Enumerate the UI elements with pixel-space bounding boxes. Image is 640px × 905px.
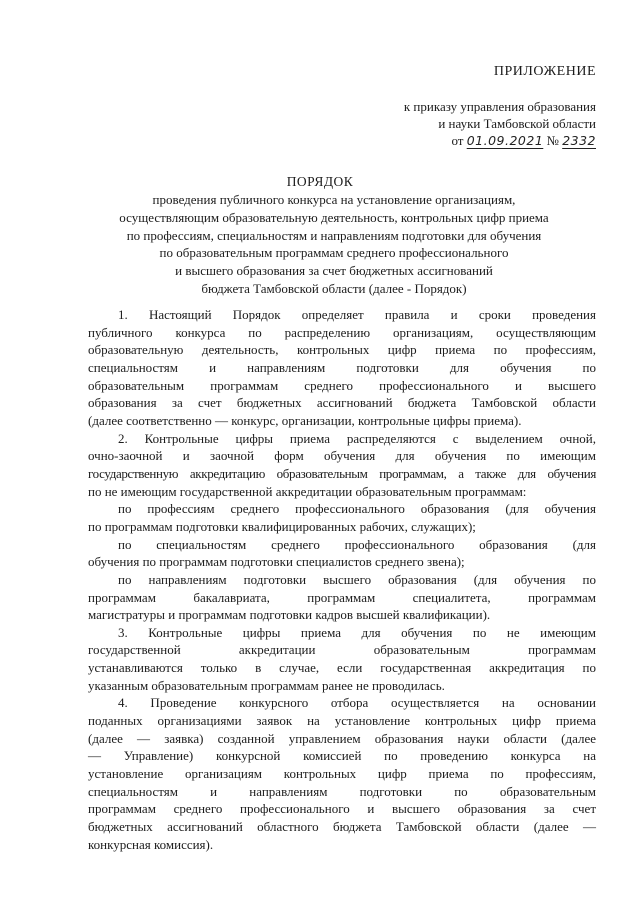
body-line: государственной аккредитации образовательным программам [88,642,596,658]
body-line: магистратуры и программам подготовки кадров высшей квалификации). [88,607,491,623]
body-line: указанным образовательным программам ранее не проводилась. [88,677,445,693]
body-line: государственную аккредитацию образовательным программам, а также для обучения [88,465,596,481]
body-line: по программам подготовки квалифицированных рабочих, служащих); [88,518,476,534]
order-number-sign: № [546,133,559,148]
body-line: 4. Проведение конкурсного отбора осуществляется на основании [118,695,596,711]
subtitle-line: по профессиям, специальностям и направлениям подготовки для обучения [126,227,542,243]
body-line: специальностям и направлениям подготовки по образовательным [88,783,596,799]
body-line: программам среднего профессионального и высшего образования за счет [88,801,596,817]
body-line: программам бакалавриата, программам специалитета, программам [88,589,596,605]
order-number: 2332 [562,133,596,148]
subtitle-line: проведения публичного конкурса на установление организациям, [152,192,516,207]
body-line: 2. Контрольные цифры приема распределяются с выделением очной, [118,430,596,446]
document-subtitle [84,191,584,298]
body-line: образовательную деятельность, контрольных цифр приема по профессиям, [88,342,596,358]
document-body [88,306,596,853]
body-line: устанавливаются только в случае, если государственная аккредитация по [88,660,596,676]
order-reference [344,98,596,149]
subtitle-line: осуществляющим образовательную деятельность, контрольных цифр приема [119,209,549,225]
body-line: по направлениям подготовки высшего образования (для обучения по [118,571,596,587]
appendix-heading: ПРИЛОЖЕНИЕ [493,64,596,79]
body-line: образовательным программам среднего профессионального и высшего [88,377,596,393]
body-line: (далее — заявка) созданной управлением образования науки области (далее [88,730,596,746]
body-line: обучения по программам подготовки специалистов среднего звена); [88,554,465,570]
body-line: по не имеющим государственной аккредитации образовательным программам: [88,483,527,499]
document-title: ПОРЯДОК [286,174,354,189]
body-line: 3. Контрольные цифры приема для обучения по не имеющим [118,624,596,640]
subtitle-line: по образовательным программам среднего профессионального [159,245,509,261]
order-date: 01.09.2021 [466,133,544,148]
order-reference-line-2: и науки Тамбовской области [438,116,596,131]
body-line: по специальностям среднего профессионального образования (для [118,536,596,552]
order-prefix: от [451,133,464,148]
order-reference-line-1: к приказу управления образования [403,99,596,114]
body-line: очно-заочной и заочной форм обучения для обучения по имеющим [88,448,596,464]
body-line: (далее соответственно — конкурс, организации, контрольные цифры приема). [88,412,522,428]
body-line: — Управление) конкурсной комиссией по проведению конкурса на [88,748,596,764]
body-line: установление организациям контрольных цифр приема по профессиям, [88,766,596,782]
body-line: поданных организациями заявок на установление контрольных цифр приема [88,713,596,729]
body-line: конкурсная комиссия). [88,836,214,852]
body-line: по профессиям среднего профессионального образования (для обучения [118,501,596,517]
body-line: специальностям и направлениям подготовки для обучения по [88,359,596,375]
body-line: бюджетных ассигнований областного бюджета Тамбовской области (далее — [88,819,596,835]
body-line: образования за счет бюджетных ассигнований бюджета Тамбовской области [88,395,596,411]
subtitle-line: бюджета Тамбовской области (далее - Порядок) [201,280,467,296]
body-line: 1. Настоящий Порядок определяет правила и сроки проведения [118,307,596,322]
order-date-number-line [344,132,596,149]
subtitle-line: и высшего образования за счет бюджетных ассигнований [175,263,493,279]
body-line: публичного конкурса по распределению организациям, осуществляющим [88,324,596,340]
